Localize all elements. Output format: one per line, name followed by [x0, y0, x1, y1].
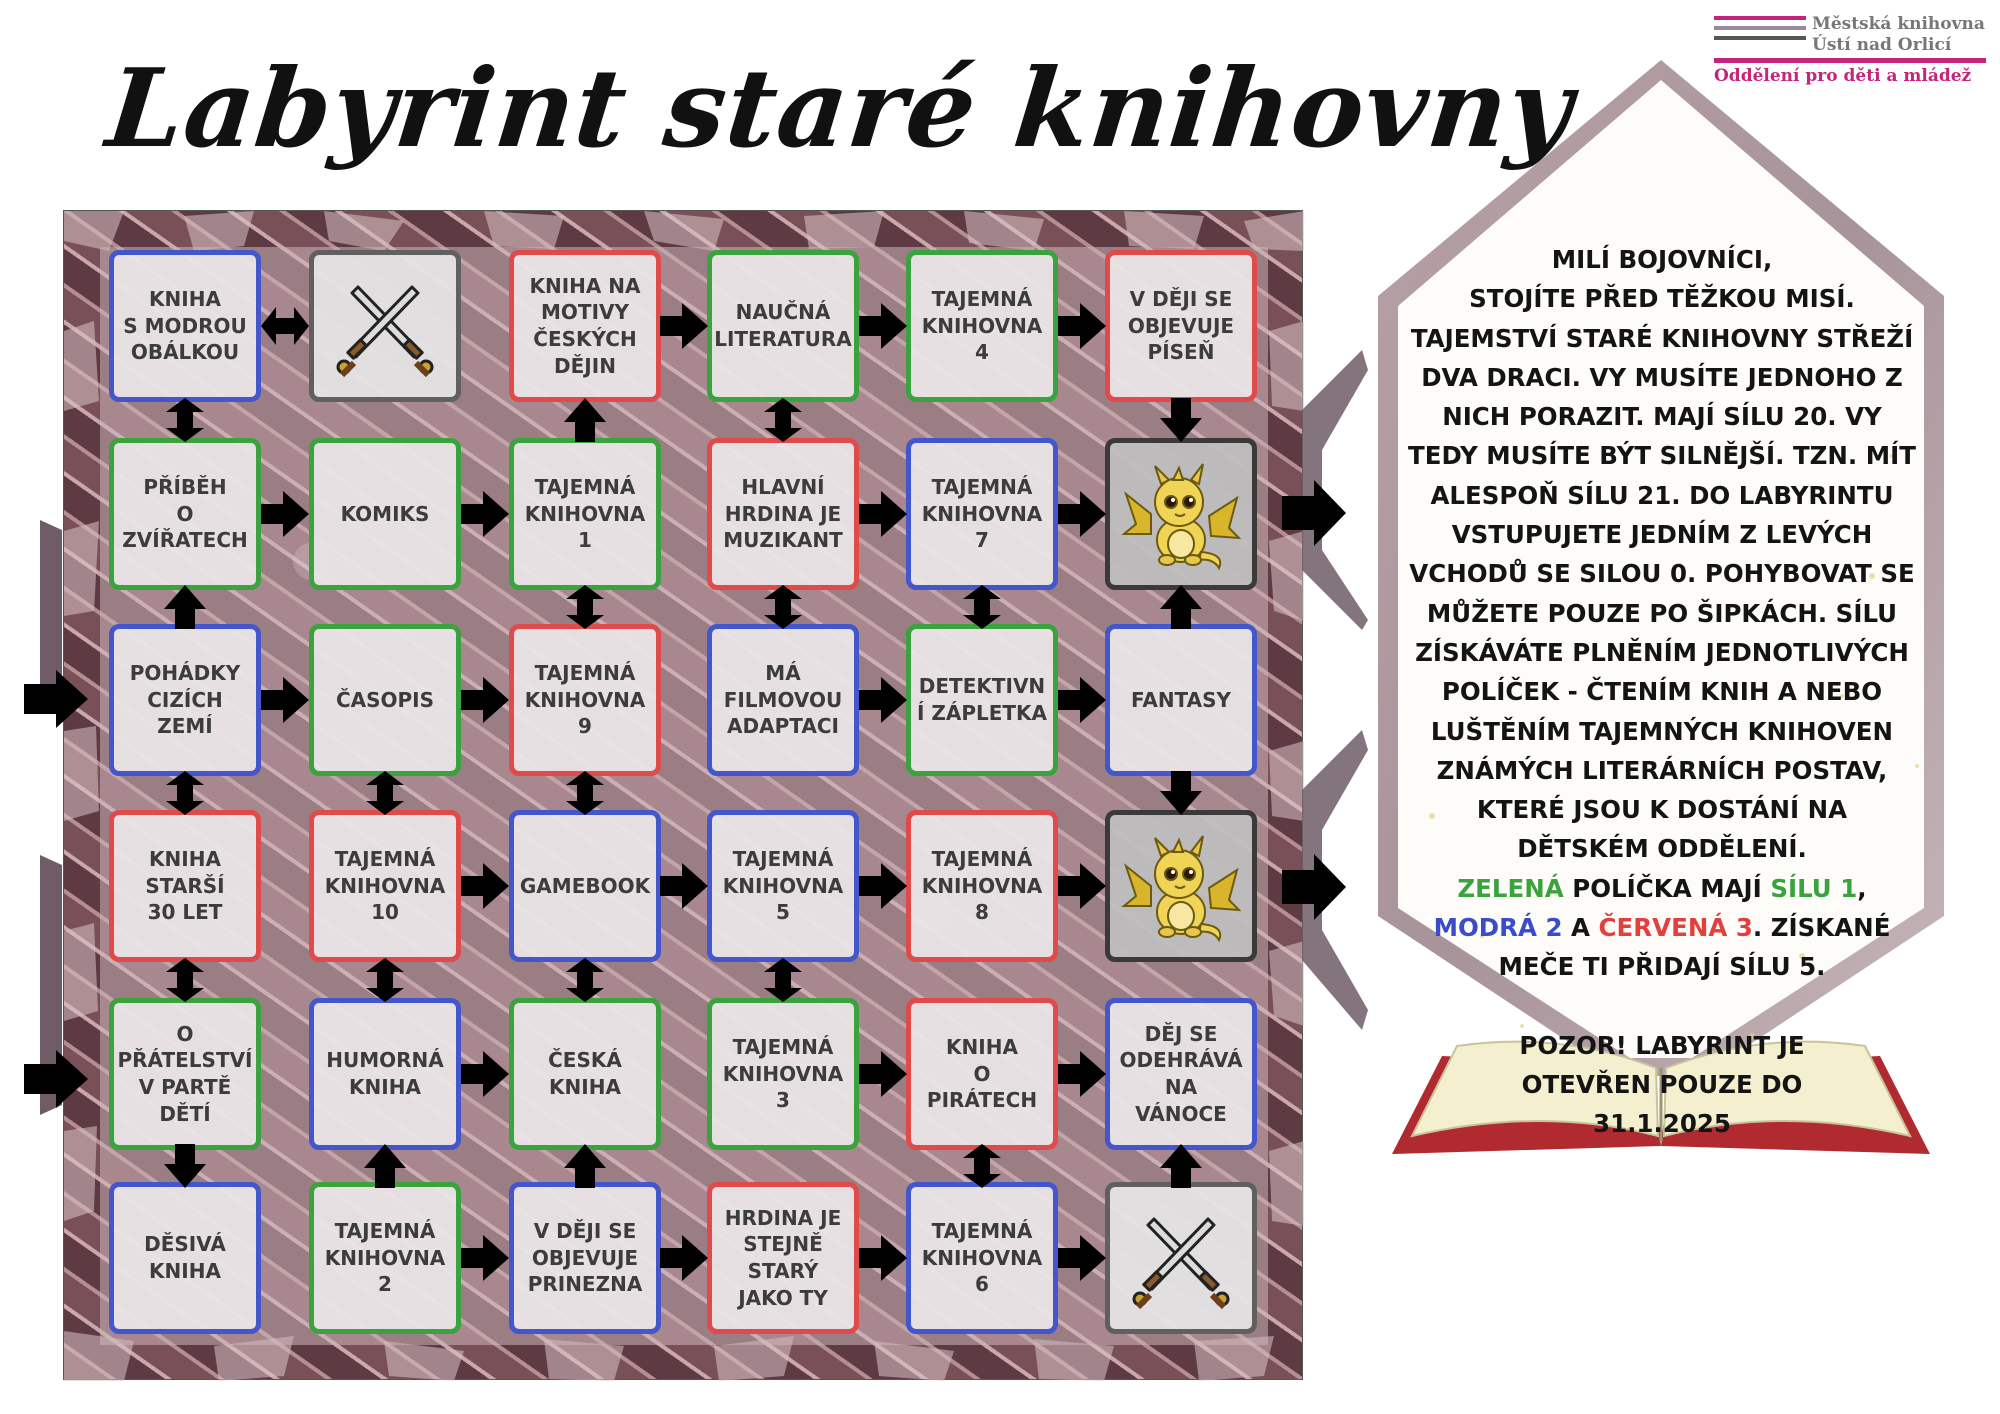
red-3-text: ČERVENÁ 3 — [1598, 913, 1753, 943]
board-cell[interactable]: DETEKTIVN Í ZÁPLETKA — [906, 624, 1058, 776]
green-word: ZELENÁ — [1457, 873, 1564, 903]
strength-1-text: SÍLU 1 — [1770, 873, 1858, 903]
strength-rules — [1392, 869, 1932, 987]
arrow-right[interactable] — [459, 675, 511, 725]
board-cell[interactable]: TAJEMNÁ KNIHOVNA 9 — [509, 624, 661, 776]
arrow-both[interactable] — [760, 956, 806, 1004]
arrow-both[interactable] — [760, 583, 806, 631]
info-panel-text — [1392, 240, 1932, 1144]
board-cell[interactable]: NAUČNÁ LITERATURA — [707, 250, 859, 402]
board-cell[interactable]: DĚJ SE ODEHRÁVÁ NA VÁNOCE — [1105, 998, 1257, 1150]
arrow-down[interactable] — [162, 1142, 208, 1190]
arrow-both[interactable] — [959, 583, 1005, 631]
arrow-right[interactable] — [857, 1049, 909, 1099]
and-text: A — [1562, 913, 1599, 943]
arrow-both[interactable] — [162, 956, 208, 1004]
swords-cell[interactable] — [1105, 1182, 1257, 1334]
arrow-right[interactable] — [857, 675, 909, 725]
blue-2-text: MODRÁ 2 — [1433, 913, 1563, 943]
board-cell[interactable]: MÁ FILMOVOU ADAPTACI — [707, 624, 859, 776]
arrow-right[interactable] — [459, 861, 511, 911]
arrow-right[interactable] — [1056, 675, 1108, 725]
board-cell[interactable]: V DĚJI SE OBJEVUJE PÍSEŇ — [1105, 250, 1257, 402]
board-cell[interactable]: GAMEBOOK — [509, 810, 661, 962]
board-cell[interactable]: TAJEMNÁ KNIHOVNA 6 — [906, 1182, 1058, 1334]
crossed-swords-icon — [1126, 1203, 1236, 1313]
arrow-up[interactable] — [562, 1142, 608, 1190]
board-cell[interactable]: DĚSIVÁ KNIHA — [109, 1182, 261, 1334]
dragon-cell[interactable] — [1105, 810, 1257, 962]
arrow-right[interactable] — [658, 1233, 710, 1283]
dragon-icon — [1121, 454, 1241, 574]
exit-arrow-dragon-1[interactable] — [1280, 478, 1348, 548]
board-cell[interactable]: O PŘÁTELSTVÍ V PARTĚ DĚTÍ — [109, 998, 261, 1150]
dragon-icon — [1121, 826, 1241, 946]
arrow-right[interactable] — [459, 489, 511, 539]
arrow-right[interactable] — [459, 1049, 511, 1099]
entry-arrow-1[interactable] — [22, 668, 90, 730]
board-cell[interactable]: PŘÍBĚH O ZVÍŘATECH — [109, 438, 261, 590]
arrow-both[interactable] — [259, 301, 311, 351]
arrow-up[interactable] — [562, 396, 608, 444]
board-cell[interactable]: TAJEMNÁ KNIHOVNA 1 — [509, 438, 661, 590]
board-cell[interactable]: TAJEMNÁ KNIHOVNA 10 — [309, 810, 461, 962]
arrow-down[interactable] — [1158, 769, 1204, 817]
fields-have-text: POLÍČKA MAJÍ — [1563, 873, 1771, 903]
logo-line-1: Městská knihovna — [1812, 14, 1985, 34]
board-cell[interactable]: HUMORNÁ KNIHA — [309, 998, 461, 1150]
board-cell[interactable]: TAJEMNÁ KNIHOVNA 3 — [707, 998, 859, 1150]
intro-text: MILÍ BOJOVNÍCI, STOJÍTE PŘED TĚŽKOU MISÍ. TAJEMSTVÍ STARÉ KNIHOVNY STŘEŽÍ DVA DRACI. VY MUSÍTE JEDNOHO Z NICH PORAZIT. MAJÍ SÍLU 20. VY TEDY MUSÍTE BÝT SILNĚJŠÍ. TZN. MÍT ALESPOŇ SÍLU 21. DO LABYRINTU VSTUPUJETE JEDNÍM Z LEVÝCH VCHODŮ SE SILOU 0. POHYBOVAT SE MŮŽETE POUZE PO ŠIPKÁCH. SÍLU ZÍSKÁVÁTE PLNĚNÍM JEDNOTLIVÝCH POLÍČEK - ČTENÍM KNIH A NEBO LUŠTĚNÍM TAJEMNÝCH KNIHOVEN ZNÁMÝCH LITERÁRNÍCH POSTAV, KTERÉ JSOU K DOSTÁNÍ NA DĚTSKÉM ODDĚLENÍ. — [1408, 245, 1916, 864]
arrow-right[interactable] — [1056, 1233, 1108, 1283]
arrow-both[interactable] — [760, 396, 806, 444]
logo-bar-grey — [1714, 26, 1806, 30]
comma-text: , — [1857, 873, 1867, 903]
arrow-right[interactable] — [658, 301, 710, 351]
board-cell[interactable]: KOMIKS — [309, 438, 461, 590]
board-cell[interactable]: KNIHA NA MOTIVY ČESKÝCH DĚJIN — [509, 250, 661, 402]
arrow-both[interactable] — [162, 396, 208, 444]
arrow-up[interactable] — [162, 583, 208, 631]
logo-bar-dark — [1714, 36, 1806, 40]
arrow-right[interactable] — [459, 1233, 511, 1283]
gained-text: . ZÍSKANÉ — [1752, 913, 1891, 943]
warning-text: POZOR! LABYRINT JE OTEVŘEN POUZE DO 31.1.2025 — [1519, 1030, 1805, 1139]
board-cell[interactable]: KNIHA O PIRÁTECH — [906, 998, 1058, 1150]
logo-bar-pink — [1714, 16, 1806, 20]
entry-arrow-2[interactable] — [22, 1048, 90, 1110]
arrow-right[interactable] — [1056, 861, 1108, 911]
arrow-right[interactable] — [1056, 301, 1108, 351]
board-cell[interactable]: KNIHA S MODROU OBÁLKOU — [109, 250, 261, 402]
board-cell[interactable]: POHÁDKY CIZÍCH ZEMÍ — [109, 624, 261, 776]
board-cell[interactable]: ČASOPIS — [309, 624, 461, 776]
arrow-right[interactable] — [259, 675, 311, 725]
swords-cell[interactable] — [309, 250, 461, 402]
board-cell[interactable]: KNIHA STARŠÍ 30 LET — [109, 810, 261, 962]
board-cell[interactable]: HRDINA JE STEJNĚ STARÝ JAKO TY — [707, 1182, 859, 1334]
arrow-both[interactable] — [562, 769, 608, 817]
arrow-right[interactable] — [1056, 489, 1108, 539]
board-cell[interactable]: TAJEMNÁ KNIHOVNA 5 — [707, 810, 859, 962]
dragon-cell[interactable] — [1105, 438, 1257, 590]
board-cell[interactable]: TAJEMNÁ KNIHOVNA 4 — [906, 250, 1058, 402]
board-cell[interactable]: TAJEMNÁ KNIHOVNA 2 — [309, 1182, 461, 1334]
arrow-both[interactable] — [562, 583, 608, 631]
arrow-right[interactable] — [857, 301, 909, 351]
arrow-right[interactable] — [1056, 1049, 1108, 1099]
arrow-up[interactable] — [1158, 1142, 1204, 1190]
arrow-both[interactable] — [562, 956, 608, 1004]
arrow-right[interactable] — [857, 489, 909, 539]
board-cell[interactable]: HLAVNÍ HRDINA JE MUZIKANT — [707, 438, 859, 590]
arrow-both[interactable] — [362, 956, 408, 1004]
crossed-swords-icon — [330, 271, 440, 381]
arrow-right[interactable] — [658, 861, 710, 911]
swords-bonus-text: MEČE TI PŘIDAJÍ SÍLU 5. — [1498, 952, 1826, 982]
arrow-right[interactable] — [857, 861, 909, 911]
board-cell[interactable]: ČESKÁ KNIHA — [509, 998, 661, 1150]
board-cell[interactable]: TAJEMNÁ KNIHOVNA 8 — [906, 810, 1058, 962]
arrow-up[interactable] — [1158, 583, 1204, 631]
board-cell[interactable]: FANTASY — [1105, 624, 1257, 776]
arrow-down[interactable] — [1158, 396, 1204, 444]
logo-line-3: Oddělení pro děti a mládež — [1714, 66, 1972, 86]
board-cell[interactable]: TAJEMNÁ KNIHOVNA 7 — [906, 438, 1058, 590]
arrow-both[interactable] — [162, 769, 208, 817]
exit-arrow-dragon-2[interactable] — [1280, 852, 1348, 922]
logo-line-2: Ústí nad Orlicí — [1812, 35, 1952, 55]
page-title: Labyrint staré knihovny — [101, 46, 1579, 172]
arrow-right[interactable] — [857, 1233, 909, 1283]
arrow-both[interactable] — [362, 769, 408, 817]
board-cell[interactable]: V DĚJI SE OBJEVUJE PRINEZNA — [509, 1182, 661, 1334]
arrow-both[interactable] — [959, 1142, 1005, 1190]
arrow-up[interactable] — [362, 1142, 408, 1190]
arrow-right[interactable] — [259, 489, 311, 539]
